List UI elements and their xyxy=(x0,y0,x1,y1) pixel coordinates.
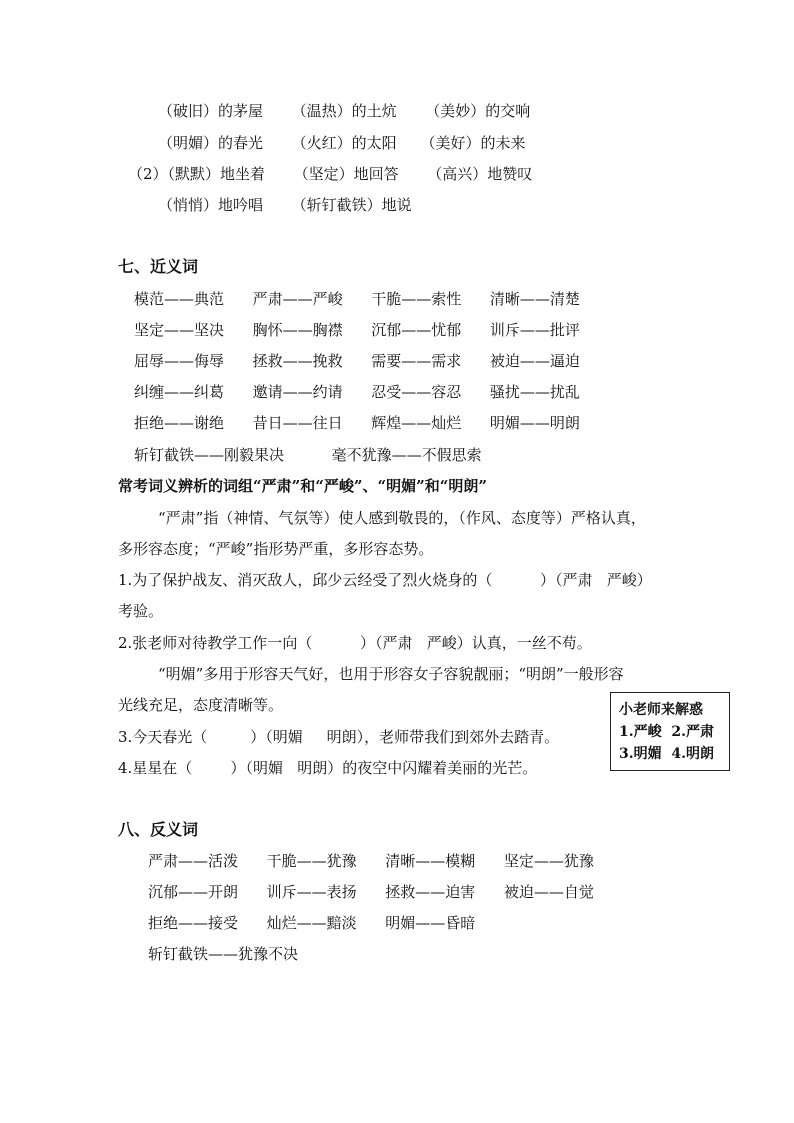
synonym-row: 屈辱——侮辱 拯救——挽救 需要——需求 被迫——逼迫 xyxy=(134,352,580,370)
question-3: 3.今天春光（ ）（明媚 明朗），老师带我们到郊外去踏青。 xyxy=(118,728,560,746)
analysis-text: 光线充足，态度清晰等。 xyxy=(118,696,284,714)
synonym-row: 模范——典范 严肃——严峻 干脆——索性 清晰——清楚 xyxy=(134,290,580,308)
analysis-heading: 常考词义辨析的词组“严肃”和“严峻”、“明媚”和“明朗” xyxy=(118,477,488,495)
antonym-row: 拒绝——接受 灿烂——黯淡 明媚——昏暗 xyxy=(148,914,476,932)
question-4: 4.星星在（ ）（明媚 明朗）的夜空中闪耀着美丽的光芒。 xyxy=(118,759,538,777)
synonym-row: 纠缠——纠葛 邀请——约请 忍受——容忍 骚扰——扰乱 xyxy=(134,383,580,401)
phrase-row: （破旧）的茅屋 （温热）的土炕 （美妙）的交响 xyxy=(158,102,531,120)
question-2: 2.张老师对待教学工作一向（ ）（严肃 严峻）认真，一丝不苟。 xyxy=(118,634,592,652)
phrase-row: （2）（默默）地坐着 （坚定）地回答 （高兴）地赞叹 xyxy=(128,165,533,183)
synonym-row: 斩钉截铁——刚毅果决 毫不犹豫——不假思索 xyxy=(134,446,482,464)
answer-line: 3.明媚 4.明朗 xyxy=(619,746,714,762)
antonym-row: 严肃——活泼 干脆——犹豫 清晰——模糊 坚定——犹豫 xyxy=(148,852,594,870)
section-heading: 七、近义词 xyxy=(118,257,199,276)
synonym-row: 拒绝——谢绝 昔日——往日 辉煌——灿烂 明媚——明朗 xyxy=(134,414,580,432)
question-1-cont: 考验。 xyxy=(118,602,164,620)
question-1: 1.为了保护战友、消灭敌人，邱少云经受了烈火烧身的（ ）（严肃 严峻） xyxy=(118,571,652,589)
antonym-row: 斩钉截铁——犹豫不决 xyxy=(148,945,299,963)
analysis-text: “明媚”多用于形容天气好，也用于形容女子容貌靓丽；“明朗”一般形容 xyxy=(158,665,624,683)
answer-box-title: 小老师来解惑 xyxy=(619,702,703,718)
answer-box xyxy=(610,692,730,771)
phrase-row: （悄悄）地吟唱 （斩钉截铁）地说 xyxy=(158,196,412,214)
section-heading: 八、反义词 xyxy=(118,820,199,839)
synonym-row: 坚定——坚决 胸怀——胸襟 沉郁——忧郁 训斥——批评 xyxy=(134,321,580,339)
antonym-row: 沉郁——开朗 训斥——表扬 拯救——迫害 被迫——自觉 xyxy=(148,883,594,901)
answer-line: 1.严峻 2.严肃 xyxy=(619,724,714,740)
phrase-row: （明媚）的春光 （火红）的太阳 （美好）的未来 xyxy=(158,134,526,152)
analysis-text: 多形容态度；“严峻”指形势严重，多形容态势。 xyxy=(118,540,434,558)
analysis-text: “严肃”指（神情、气氛等）使人感到敬畏的，（作风、态度等）严格认真， xyxy=(158,509,646,527)
